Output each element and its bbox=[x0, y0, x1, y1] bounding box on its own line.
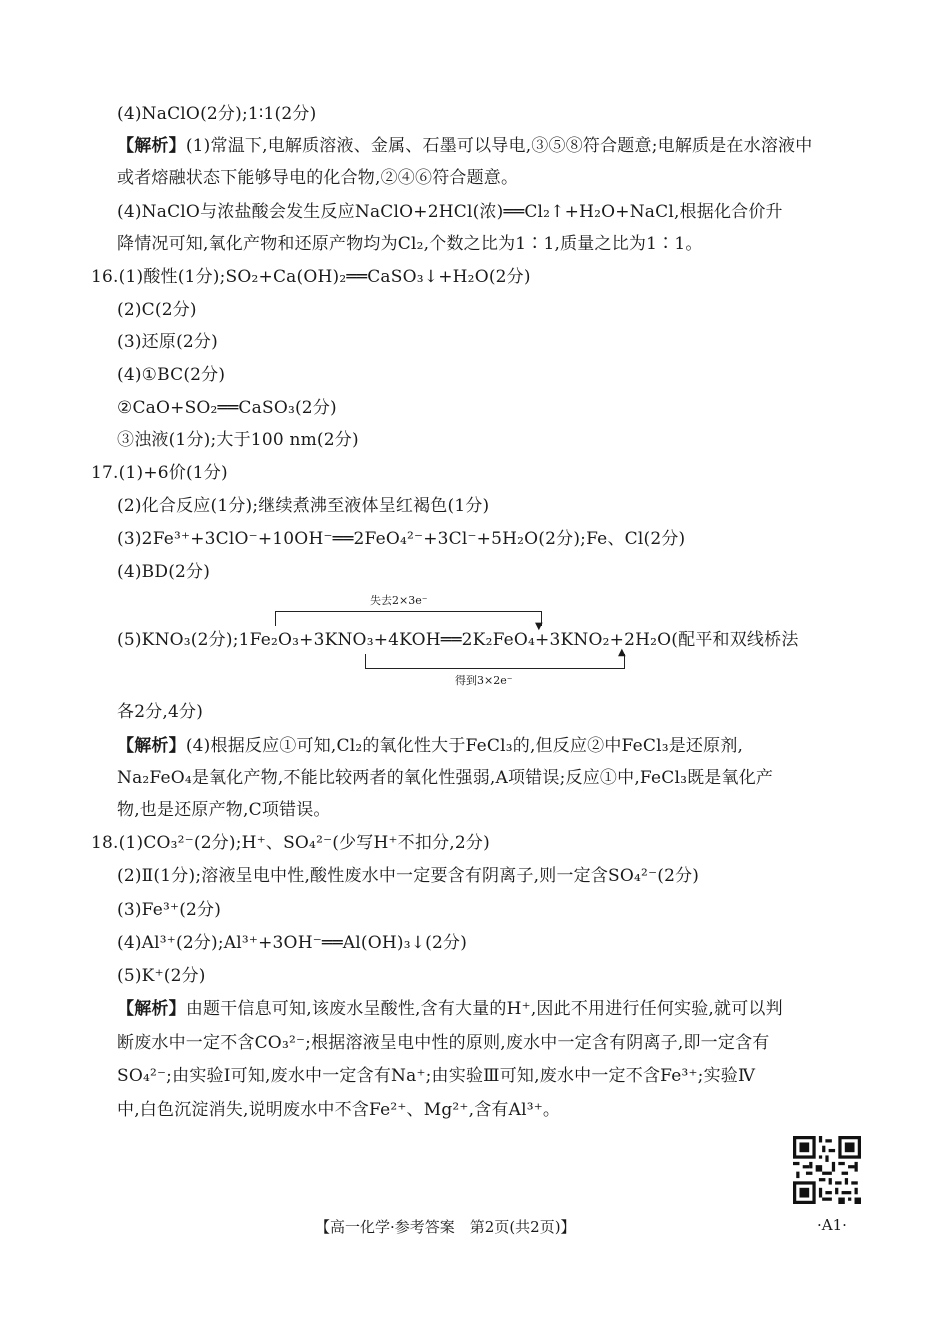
answer-16-4-2: ②CaO+SO₂══CaSO₃(2分) bbox=[117, 398, 337, 418]
gain-arrow-head: ▲ bbox=[618, 647, 626, 658]
analysis-18-line1: 【解析】由题干信息可知,该废水呈酸性,含有大量的H⁺,因此不用进行任何实验,就可以判 bbox=[117, 999, 783, 1019]
answer-17-5: (5)KNO₃(2分);1Fe₂O₃+3KNO₃+4KOH══2K₂FeO₄+3KNO₂+2H₂O(配平和双线桥法 bbox=[117, 630, 799, 650]
answer-18-1: 18.(1)CO₃²⁻(2分);H⁺、SO₄²⁻(少写H⁺不扣分,2分) bbox=[91, 833, 490, 853]
analysis-17-line1: 【解析】(4)根据反应①可知,Cl₂的氧化性大于FeCl₃的,但反应②中FeCl₃是还原剂, bbox=[117, 736, 744, 756]
answer-16-4-1: (4)①BC(2分) bbox=[117, 365, 226, 385]
answer-16-2: (2)C(2分) bbox=[117, 300, 197, 320]
answer-17-1: 17.(1)+6价(1分) bbox=[91, 463, 228, 483]
analysis-18-line4: 中,白色沉淀消失,说明废水中不含Fe²⁺、Mg²⁺,含有Al³⁺。 bbox=[117, 1100, 561, 1120]
analysis-tag: 【解析】 bbox=[117, 136, 186, 156]
analysis-15-line3: (4)NaClO与浓盐酸会发生反应NaClO+2HCl(浓)══Cl₂↑+H₂O+NaCl,根据化合价升 bbox=[117, 202, 783, 222]
electron-lose-label: 失去2×3e⁻ bbox=[370, 594, 428, 607]
answer-18-4: (4)Al³⁺(2分);Al³⁺+3OH⁻══Al(OH)₃↓(2分) bbox=[117, 933, 468, 953]
answer-17-2: (2)化合反应(1分);继续煮沸至液体呈红褐色(1分) bbox=[117, 496, 490, 516]
lose-bridge-line bbox=[275, 611, 542, 626]
analysis-15-line1: 【解析】(1)常温下,电解质溶液、金属、石墨可以导电,③⑤⑧符合题意;电解质是在水溶液中 bbox=[117, 136, 813, 156]
gain-bridge-line bbox=[365, 654, 625, 669]
analysis-17-line3: 物,也是还原产物,C项错误。 bbox=[117, 800, 331, 820]
qr-code-icon bbox=[793, 1136, 861, 1204]
answer-18-3: (3)Fe³⁺(2分) bbox=[117, 900, 222, 920]
answer-16-4-3: ③浊液(1分);大于100 nm(2分) bbox=[117, 430, 359, 450]
answer-17-3: (3)2Fe³⁺+3ClO⁻+10OH⁻══2FeO₄²⁻+3Cl⁻+5H₂O(2分);Fe、Cl(2分) bbox=[117, 529, 686, 549]
answer-15-4: (4)NaClO(2分);1∶1(2分) bbox=[117, 104, 317, 124]
answer-18-5: (5)K⁺(2分) bbox=[117, 966, 206, 986]
footer-code: ·A1· bbox=[817, 1216, 847, 1234]
page-footer: 【高一化学·参考答案 第2页(共2页)】 bbox=[315, 1218, 576, 1236]
analysis-17-line2: Na₂FeO₄是氧化产物,不能比较两者的氧化性强弱,A项错误;反应①中,FeCl₃既是氧化产 bbox=[117, 768, 774, 788]
analysis-tag: 【解析】 bbox=[117, 999, 186, 1019]
answer-17-4: (4)BD(2分) bbox=[117, 562, 211, 582]
electron-gain-label: 得到3×2e⁻ bbox=[455, 674, 513, 687]
answer-17-5-cont: 各2分,4分) bbox=[117, 702, 204, 722]
analysis-18-line3: SO₄²⁻;由实验Ⅰ可知,废水中一定含有Na⁺;由实验Ⅲ可知,废水中一定不含Fe³⁺;实验Ⅳ bbox=[117, 1066, 756, 1086]
analysis-15-line4: 降情况可知,氧化产物和还原产物均为Cl₂,个数之比为1∶1,质量之比为1∶1。 bbox=[117, 234, 703, 254]
answer-18-2: (2)Ⅱ(1分);溶液呈电中性,酸性废水中一定要含有阴离子,则一定含SO₄²⁻(2分) bbox=[117, 866, 700, 886]
analysis-15-line2: 或者熔融状态下能够导电的化合物,②④⑥符合题意。 bbox=[117, 168, 519, 188]
answer-16-1: 16.(1)酸性(1分);SO₂+Ca(OH)₂══CaSO₃↓+H₂O(2分) bbox=[91, 267, 531, 287]
answer-16-3: (3)还原(2分) bbox=[117, 332, 218, 352]
analysis-tag: 【解析】 bbox=[117, 736, 186, 756]
analysis-18-line2: 断废水中一定不含CO₃²⁻;根据溶液呈电中性的原则,废水中一定含有阴离子,即一定含有 bbox=[117, 1033, 770, 1053]
lose-arrow-head: ▼ bbox=[535, 621, 543, 632]
